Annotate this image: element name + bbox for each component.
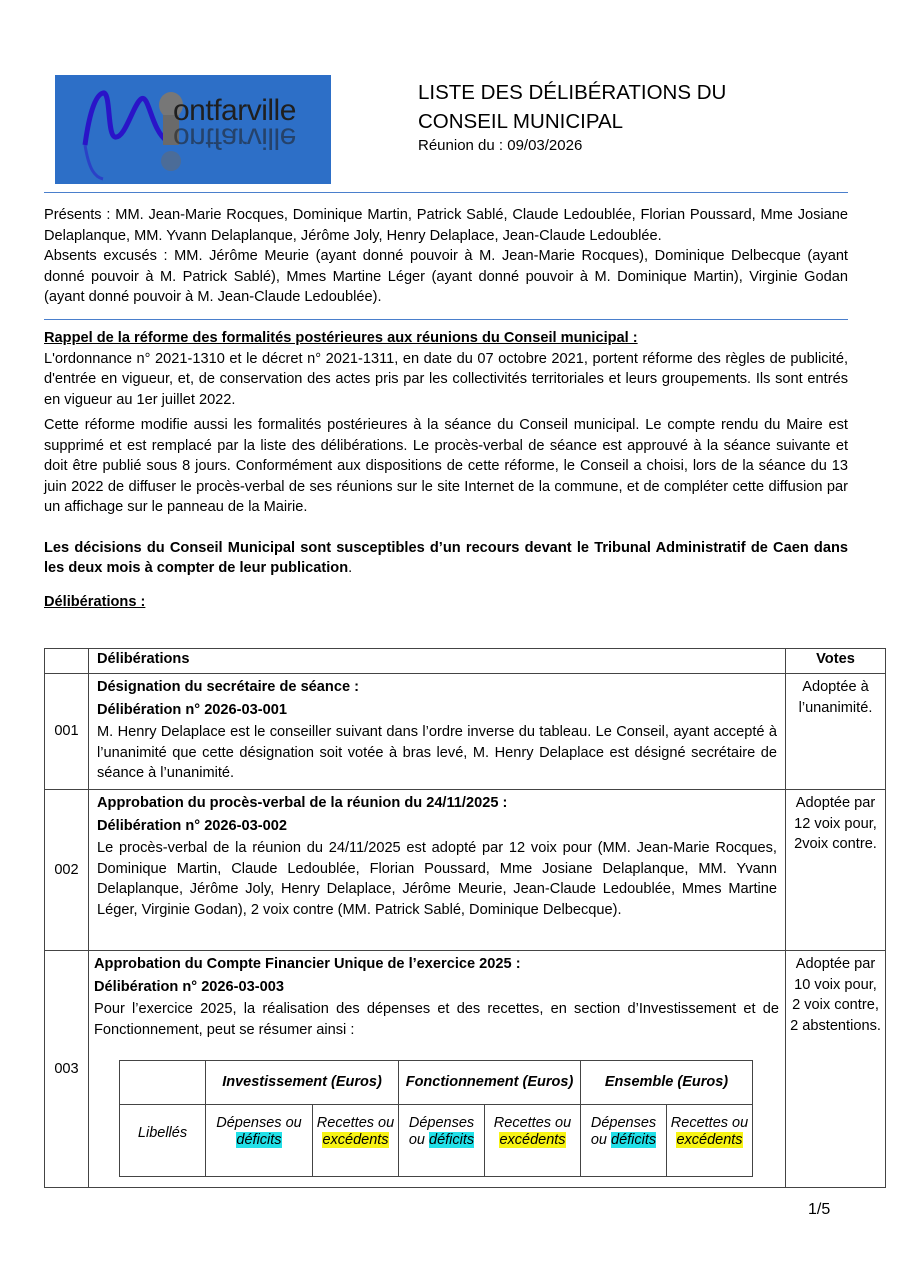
table-row <box>45 951 886 1188</box>
row-body <box>89 790 786 951</box>
depenses-label: Dépenses ou <box>216 1115 302 1131</box>
row-body <box>89 951 786 1188</box>
row-title: Désignation du secrétaire de séance : <box>97 679 359 695</box>
logo-text-reflection: ontfarville <box>173 121 296 155</box>
attendance-divider <box>44 319 848 320</box>
row-vote: Adoptée par 12 voix pour, 2voix contre. <box>786 790 886 951</box>
reform-block <box>44 328 848 612</box>
row-number: 002 <box>45 790 89 951</box>
header-num-cell <box>45 649 89 674</box>
present-members: Présents : MM. Jean-Marie Rocques, Dominique Martin, Patrick Sablé, Claude Ledoublée, Florian Poussard, Mme Josiane Delaplanque, MM. Yvann Delaplanque, Jérôme Joly, Henry Delaplace, Jean-Claude Ledoublée. <box>44 207 848 244</box>
title-line-2: CONSEIL MUNICIPAL <box>418 110 624 133</box>
row-text: Pour l’exercice 2025, la réalisation des dépenses et des recettes, en section d’Investissement et de Fonctionnement, peut se résumer ainsi : <box>94 1001 779 1038</box>
depenses-label: Dépenses ou <box>590 1115 657 1148</box>
finance-header-row <box>120 1061 753 1105</box>
reform-paragraph-1: L'ordonnance n° 2021-1310 et le décret n° 2021-1311, en date du 07 octobre 2021, portent réforme des règles de publicité, d'entrée en vigueur, et, de conservation des actes pris par les collectivités territoriales et leurs groupements. Ils sont entrés en vigueur au 1er juillet 2022. <box>44 350 848 408</box>
deliberations-table <box>44 648 886 1188</box>
finance-col-depenses <box>399 1105 485 1177</box>
finance-corner-cell <box>120 1061 206 1105</box>
finance-group-investissement: Investissement (Euros) <box>206 1061 399 1105</box>
header-divider <box>44 192 848 193</box>
recettes-label: Recettes ou <box>316 1115 395 1131</box>
row-reference: Délibération n° 2026-03-001 <box>97 701 287 718</box>
recourse-notice <box>44 538 848 579</box>
header-votes: Votes <box>786 649 886 674</box>
header-deliberations: Délibérations <box>89 649 786 674</box>
finance-group-ensemble: Ensemble (Euros) <box>581 1061 753 1105</box>
row-vote: Adoptée à l’unanimité. <box>786 674 886 790</box>
meeting-date: Réunion du : 09/03/2026 <box>418 137 583 154</box>
deficits-highlight: déficits <box>236 1132 282 1148</box>
excedents-highlight: excédents <box>676 1132 743 1148</box>
excedents-highlight: excédents <box>322 1132 389 1148</box>
row-reference: Délibération n° 2026-03-002 <box>97 817 287 834</box>
deficits-highlight: déficits <box>429 1132 475 1148</box>
attendance-block <box>44 205 848 308</box>
table-header-row <box>45 649 886 674</box>
finance-summary-table <box>119 1060 753 1177</box>
row-reference: Délibération n° 2026-03-003 <box>94 978 284 995</box>
logo-text: ontfarville <box>173 94 296 127</box>
row-title: Approbation du Compte Financier Unique de l’exercice 2025 : <box>94 956 521 972</box>
finance-col-depenses <box>581 1105 667 1177</box>
row-number: 001 <box>45 674 89 790</box>
excused-members: Absents excusés : MM. Jérôme Meurie (ayant donné pouvoir à M. Jean-Marie Rocques), Dominique Delbecque (ayant donné pouvoir à M. Patrick Sablé), Mmes Martine Léger (ayant donné pouvoir à M. Dominique Martin), Virginie Godan (ayant donné pouvoir à M. Jean-Claude Ledoublée). <box>44 248 848 305</box>
deliberations-heading: Délibérations : <box>44 593 146 610</box>
row-title: Approbation du procès-verbal de la réunion du 24/11/2025 : <box>97 795 508 811</box>
deficits-highlight: déficits <box>611 1132 657 1148</box>
recourse-notice-end: . <box>348 560 353 576</box>
row-number: 003 <box>45 951 89 1188</box>
row-vote: Adoptée par 10 voix pour, 2 voix contre, 2 abstentions. <box>786 951 886 1188</box>
reform-heading: Rappel de la réforme des formalités postérieures aux réunions du Conseil municipal : <box>44 330 638 346</box>
recettes-label: Recettes ou <box>670 1115 749 1131</box>
table-row <box>45 674 886 790</box>
title-line-1: LISTE DES DÉLIBÉRATIONS DU <box>418 81 727 104</box>
finance-col-recettes <box>313 1105 399 1177</box>
row-body <box>89 674 786 790</box>
finance-subheader-row <box>120 1105 753 1177</box>
page-title <box>418 78 726 136</box>
finance-col-depenses <box>206 1105 313 1177</box>
finance-row-label: Libellés <box>120 1105 206 1177</box>
finance-group-fonctionnement: Fonctionnement (Euros) <box>399 1061 581 1105</box>
table-row <box>45 790 886 951</box>
finance-col-recettes <box>667 1105 753 1177</box>
reform-paragraph-2: Cette réforme modifie aussi les formalités postérieures à la séance du Conseil municipal. Le compte rendu du Maire est supprimé et est remplacé par la liste des délibérations. Le procès-verbal de séance est approuvé à la séance suivante et doit être publié sous 8 jours. Conformément aux dispositions de cette réforme, le Conseil a choisi, lors de la séance du 13 juin 2022 de diffuser le procès-verbal de ses réunions sur le site Internet de la commune, et de compléter cette diffusion par un affichage sur le panneau de la Mairie. <box>44 417 848 515</box>
excedents-highlight: excédents <box>499 1132 566 1148</box>
recourse-notice-bold: Les décisions du Conseil Municipal sont susceptibles d’un recours devant le Tribunal Administratif de Caen dans les deux mois à compter de leur publication <box>44 539 848 576</box>
depenses-label: Dépenses ou <box>408 1115 475 1148</box>
row-text: Le procès-verbal de la réunion du 24/11/2025 est adopté par 12 voix pour (MM. Jean-Marie Rocques, Dominique Martin, Claude Ledoublée, Florian Poussard, Mme Josiane Delaplanque, MM. Yvann Delaplanque, Jérôme Joly, Henry Delaplace, Jérôme Meurie, Jean-Claude Ledoublée, Mmes Martine Léger, Virginie Godan), 2 voix contre (MM. Patrick Sablé, Dominique Delbecque). <box>97 840 777 918</box>
page-number: 1/5 <box>808 1201 831 1218</box>
municipality-logo <box>55 75 331 184</box>
finance-col-recettes <box>485 1105 581 1177</box>
recettes-label: Recettes ou <box>493 1115 572 1131</box>
row-text: M. Henry Delaplace est le conseiller suivant dans l’ordre inverse du tableau. Le Conseil, ayant accepté à l’unanimité que cette désignation soit votée à bras levé, M. Henry Delaplace est désigné secrétaire de séance à l’unanimité. <box>97 724 777 781</box>
